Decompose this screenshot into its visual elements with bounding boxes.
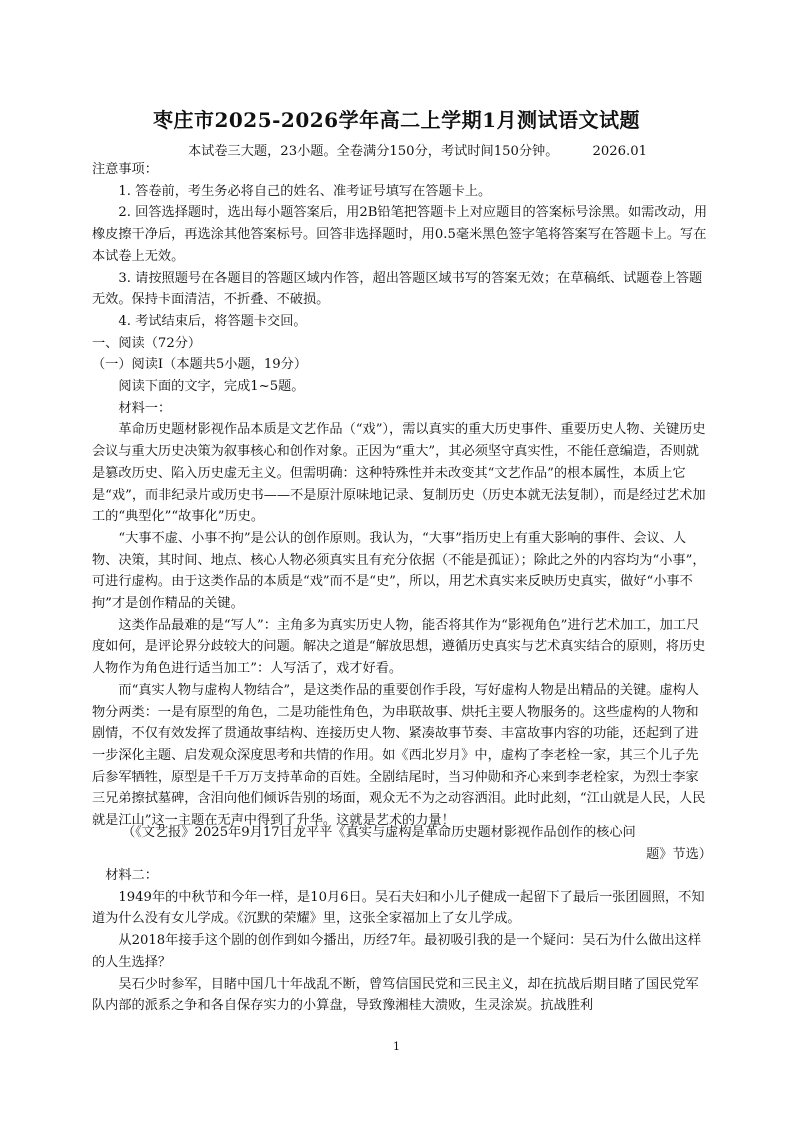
- material2-paragraph: 从2018年接手这个剧的创作到如今播出，历经7年。最初吸引我的是一个疑问：吴石为什么做出这样的人生选择？: [92, 933, 702, 970]
- material2: [92, 865, 708, 1017]
- reading-instruction: 阅读下面的文字，完成1~5题。: [118, 379, 305, 395]
- source-line-1: （《文艺报》2025年9月17日龙平平《真实与虚构是革命历史题材影视作品创作的核心问: [122, 825, 636, 840]
- section-heading: 一、阅读（72分）: [92, 335, 202, 351]
- source-line-2: 题》节选）: [646, 846, 712, 862]
- subsection-heading: （一）阅读Ⅰ（本题共5小题，19分）: [92, 357, 308, 373]
- notes-heading: 注意事项：: [92, 162, 158, 177]
- material1-source: [122, 822, 712, 865]
- material2-paragraph: 1949年的中秋节和今年一样，是10月6日。吴石夫妇和小儿子健成一起留下了最后一张团圆照，不知道为什么没有女儿学成。《沉默的荣耀》里，这张全家福加上了女儿学成。: [92, 889, 705, 927]
- material1-paragraph: 而“真实人物与虚构人物结合”，是这类作品的重要创作手段，写好虚构人物是出精品的关键。虚构人物分两类：一是有原型的角色，二是功能性角色，为串联故事、烘托主要人物服务的。这些虚构的人物和剧情，不仅有效发挥了贯通故事结构、连接历史人物、紧凑故事节奏、丰富故事内容的功能，还起到了进一步深化主题、启发观众深度思考和共情的作用。如《西北岁月》中，虚构了李老栓一家，其三个儿子先后参军牺牲，原型是千千万万支持革命的百姓。全剧结尾时，当习仲勋和齐心来到李老栓家，为烈士李家三兄弟擦拭墓碑，含泪向他们倾诉告别的场面，观众无不为之动容洒泪。此时此刻，“江山就是人民，人民就是江山”这一主题在无声中得到了升华。这就是艺术的力量！: [92, 682, 706, 829]
- material1-label: 材料一：: [118, 400, 172, 416]
- material2-label: 材料二：: [105, 868, 158, 883]
- material1-paragraph: 革命历史题材影视作品本质是文艺作品（“戏”），需以真实的重大历史事件、重要历史人物、关键历史会议与重大历史决策为叙事核心和创作对象。正因为“重大”，其必须坚守真实性，不能任意编造，否则就是篡改历史、陷入历史虚无主义。但需明确：这种特殊性并未改变其“文艺作品”的根本属性，本质上它是“戏”，而非纪录片或历史书——不是原汁原味地记录、复制历史（历史本就无法复制），而是经过艺术加工的“典型化”“故事化”历史。: [92, 422, 706, 525]
- material1-paragraph: “大事不虚、小事不拘”是公认的创作原则。我认为，“大事”指历史上有重大影响的事件、会议、人物、决策，其时间、地点、核心人物必须真实且有充分依据（不能是孤证）；除此之外的内容均为“小事”，可进行虚构。由于这类作品的本质是“戏”而不是“史”，所以，用艺术真实来反映历史真实，做好“小事不拘”才是创作精品的关键。: [92, 530, 706, 612]
- material2-paragraph: 吴石少时参军，目睹中国几十年战乱不断，曾笃信国民党和三民主义，却在抗战后期目睹了国民党军队内部的派系之争和各自保存实力的小算盘，导致豫湘桂大溃败，生灵涂炭。抗战胜利: [92, 976, 699, 1014]
- note-item: 1. 答卷前，考生务必将自己的姓名、准考证号填写在答题卡上。: [118, 183, 492, 199]
- note-item: 4. 考试结束后，将答题卡交回。: [118, 313, 307, 329]
- page-number: 1: [393, 1040, 400, 1053]
- note-item: 3. 请按照题号在各题目的答题区域内作答，超出答题区域书写的答案无效；在草稿纸、试题卷上答题无效。保持卡面清洁，不折叠、不破损。: [92, 270, 703, 308]
- note-item: 2. 回答选择题时，选出每小题答案后，用2B铅笔把答题卡上对应题目的答案标号涂黑。如需改动，用橡皮擦干净后，再选涂其他答案标号。回答非选择题时，用0.5毫米黑色签字笔将答案写在答题卡上。写在本试卷上无效。: [92, 205, 708, 264]
- exam-title: 枣庄市2025-2026学年高二上学期1月测试语文试题: [152, 108, 641, 132]
- exam-info: [188, 140, 647, 159]
- material1-paragraph: 这类作品最难的是“写人”：主角多为真实历史人物，能否将其作为“影视角色”进行艺术加工，加工尺度如何，是评论界分歧较大的问题。解决之道是“解放思想，遵循历史真实与艺术真实结合的原则，将历史人物作为角色进行适当加工”：人写活了，戏才好看。: [92, 617, 706, 677]
- exam-date: 2026.01: [592, 144, 647, 159]
- main-content: [92, 159, 708, 832]
- exam-info-text: 本试卷三大题，23小题。全卷满分150分，考试时间150分钟。: [188, 144, 559, 159]
